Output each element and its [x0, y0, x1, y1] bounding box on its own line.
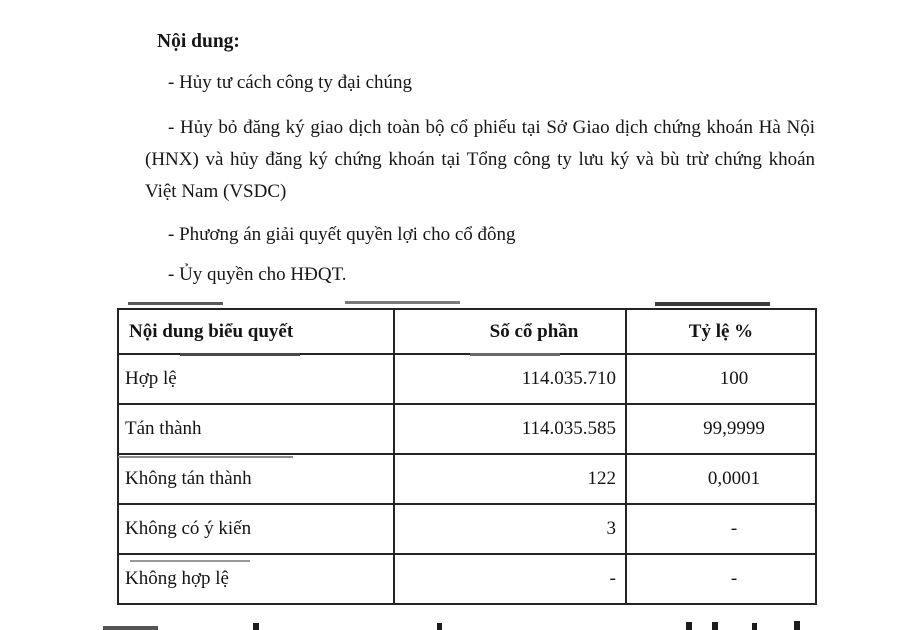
scan-artifact — [655, 302, 770, 306]
row-ratio: - — [626, 554, 816, 604]
table-row — [118, 404, 816, 454]
paragraph-line: (HNX) và hủy đăng ký chứng khoán tại Tổng công ty lưu ký và bù trừ chứng khoán — [145, 149, 815, 170]
row-ratio: 0,0001 — [626, 454, 816, 504]
section-heading: Nội dung: — [157, 31, 240, 52]
row-shares: 122 — [394, 454, 626, 504]
cutoff-text-fragment — [752, 623, 757, 630]
header-ratio: Tỷ lệ % — [626, 309, 816, 354]
paragraph-line: Việt Nam (VSDC) — [145, 181, 287, 202]
header-shares: Số cổ phần — [394, 309, 626, 354]
row-label: Hợp lệ — [118, 354, 394, 404]
row-shares: - — [394, 554, 626, 604]
row-ratio: 100 — [626, 354, 816, 404]
bullet-item: - Ủy quyền cho HĐQT. — [168, 264, 347, 285]
row-ratio: 99,9999 — [626, 404, 816, 454]
cutoff-text-fragment — [686, 622, 692, 630]
row-shares: 114.035.710 — [394, 354, 626, 404]
bullet-item: - Hủy tư cách công ty đại chúng — [168, 72, 413, 93]
table-row — [118, 454, 816, 504]
table-row — [118, 354, 816, 404]
row-label: Không hợp lệ — [118, 554, 394, 604]
scan-artifact — [345, 301, 460, 304]
row-label: Không tán thành — [118, 454, 394, 504]
table-header-row — [118, 309, 816, 354]
header-content: Nội dung biểu quyết — [118, 309, 394, 354]
row-shares: 3 — [394, 504, 626, 554]
row-ratio: - — [626, 504, 816, 554]
row-label: Tán thành — [118, 404, 394, 454]
cutoff-text-fragment — [437, 623, 442, 630]
paragraph — [145, 112, 815, 208]
scan-artifact — [128, 302, 223, 305]
row-label: Không có ý kiến — [118, 504, 394, 554]
cutoff-text-fragment — [794, 621, 800, 630]
bullet-item: - Phương án giải quyết quyền lợi cho cổ đông — [168, 224, 516, 245]
cutoff-text-fragment — [253, 623, 259, 630]
paragraph-line: - Hủy bỏ đăng ký giao dịch toàn bộ cổ phiếu tại Sở Giao dịch chứng khoán Hà Nội — [168, 117, 815, 138]
row-shares: 114.035.585 — [394, 404, 626, 454]
voting-results-table — [117, 308, 817, 605]
cutoff-text-fragment — [712, 622, 718, 630]
cutoff-text-fragment — [103, 626, 158, 630]
table-row — [118, 554, 816, 604]
table-row — [118, 504, 816, 554]
